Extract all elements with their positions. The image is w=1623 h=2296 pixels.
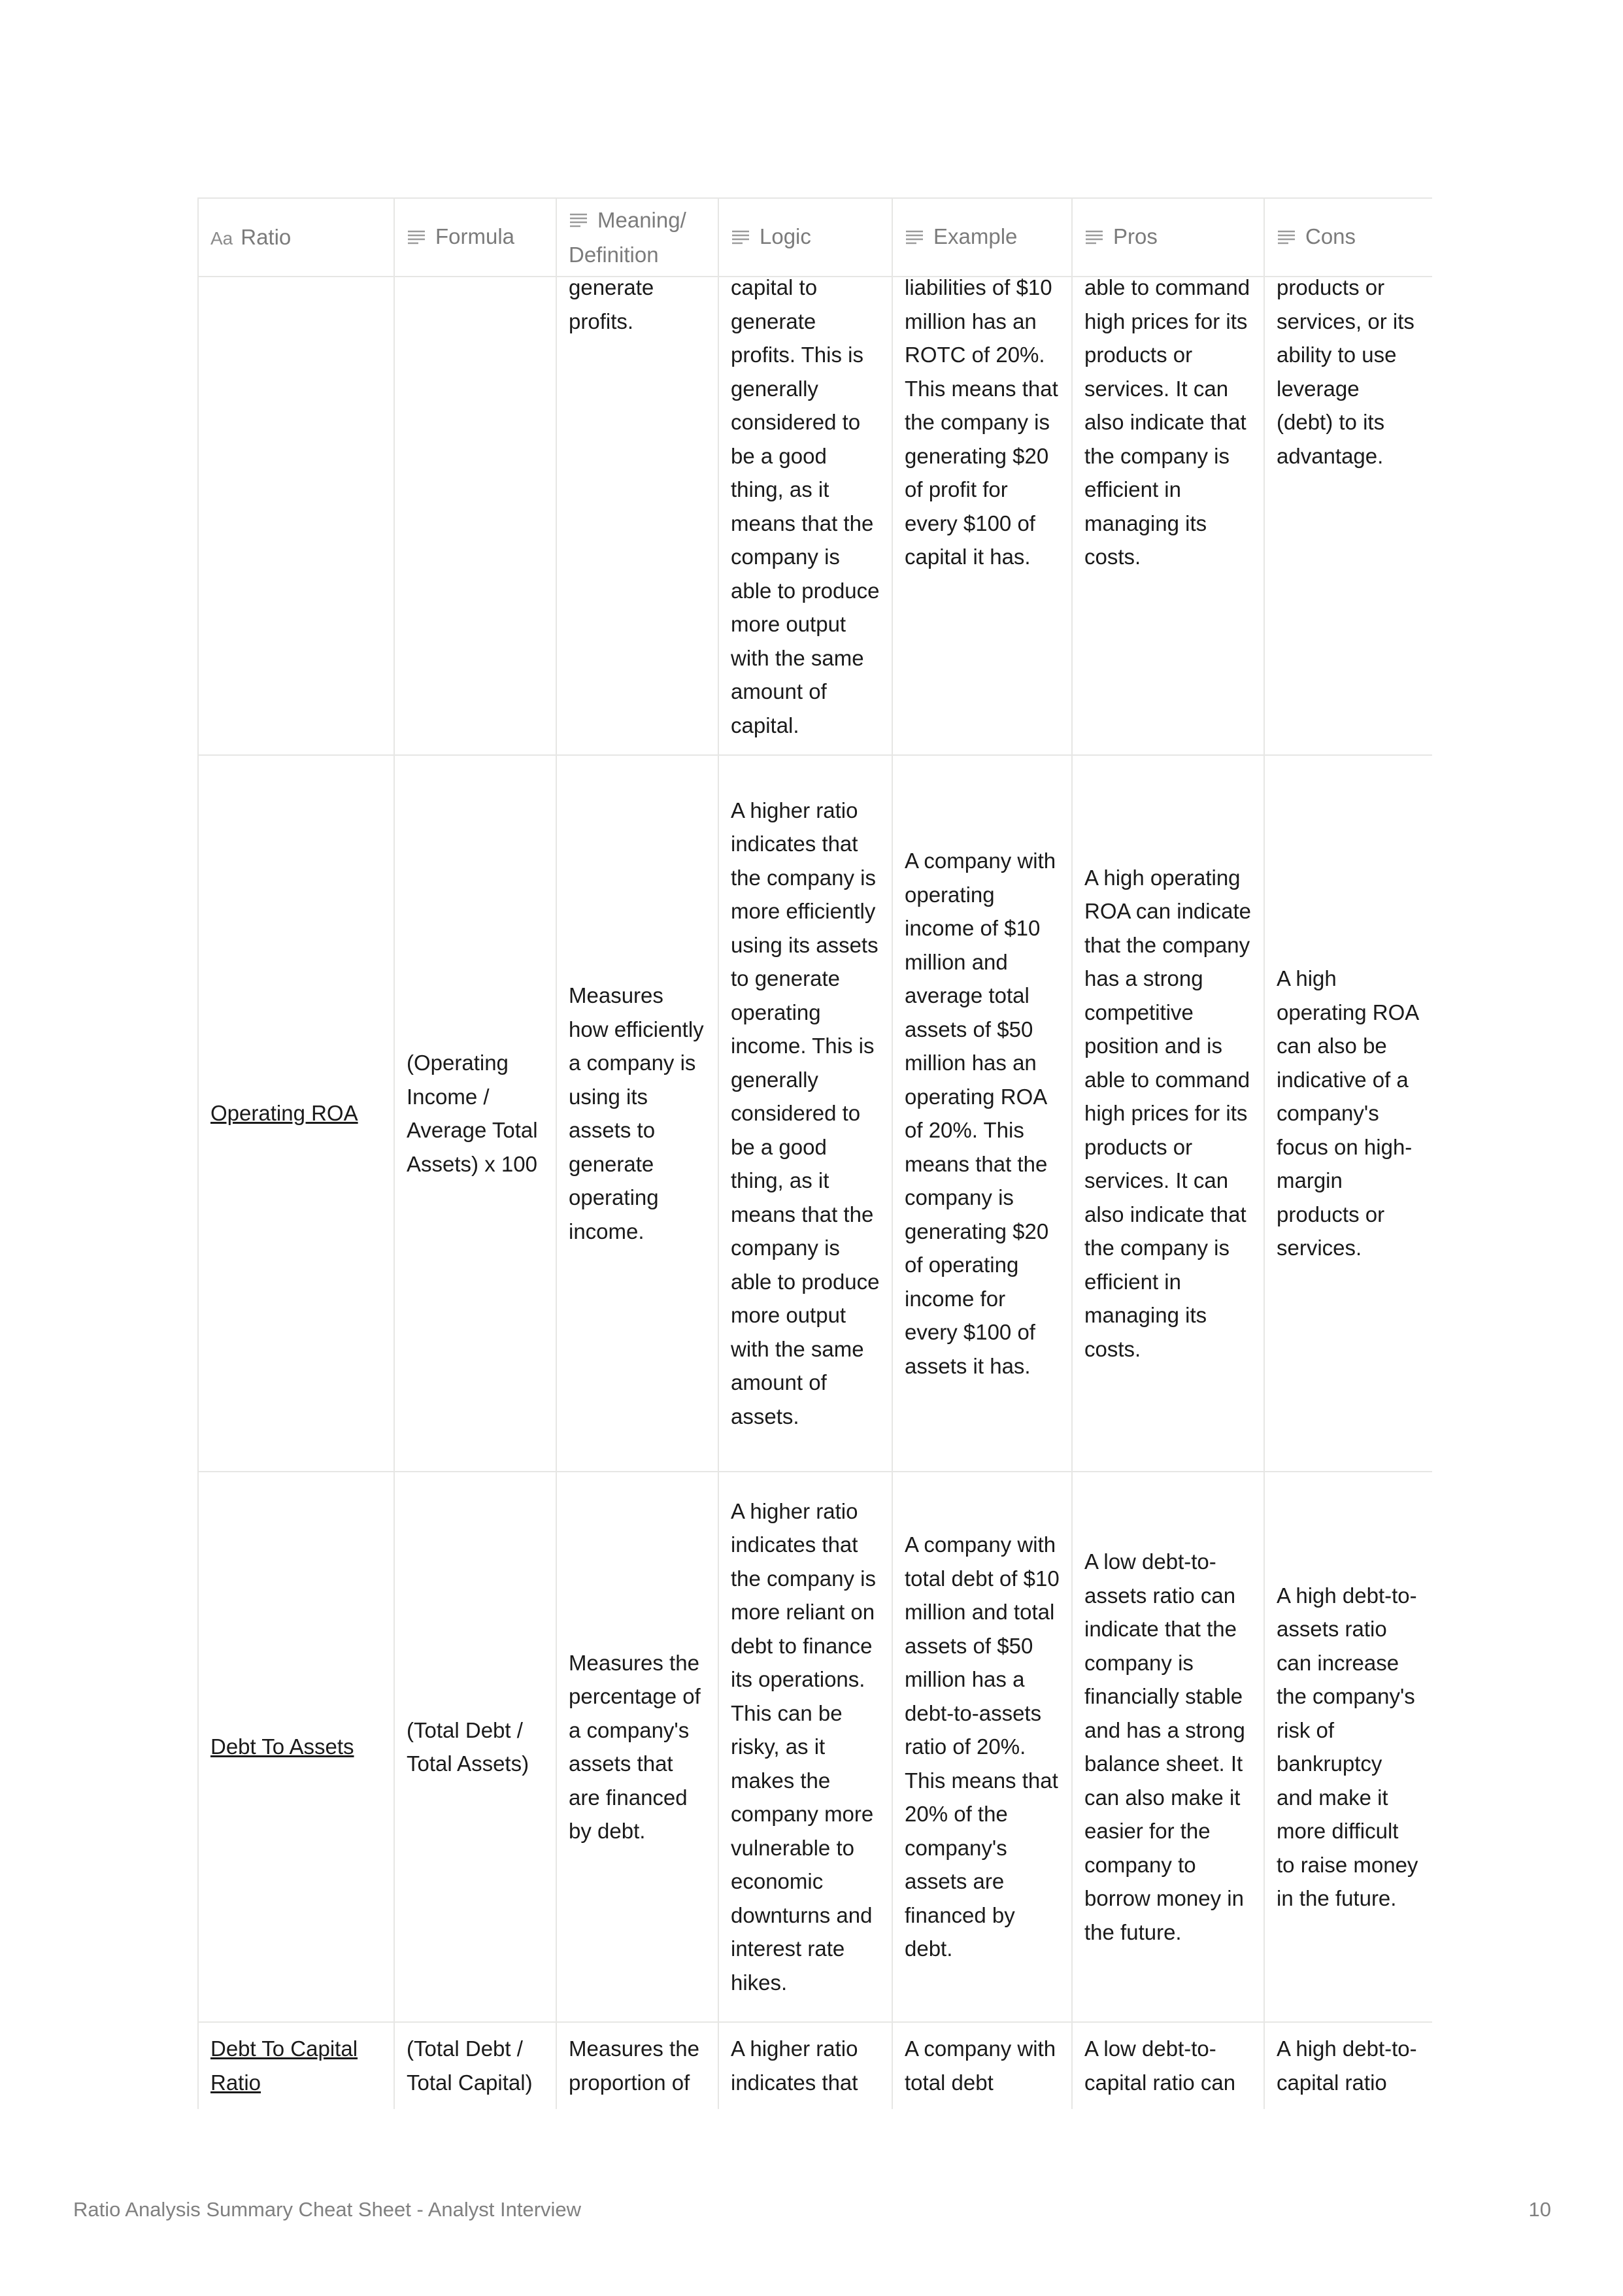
meaning-text: Measures how efficiently a company is using its assets to generate operating income.: [569, 983, 704, 1243]
cons-text: A high operating ROA can also be indicative of a company's focus on high-margin products or services.: [1277, 966, 1418, 1260]
cell-example: [892, 755, 1072, 1472]
cell-cons: [1264, 1472, 1432, 2022]
ratio-link-debt-to-capital[interactable]: Debt To Capital Ratio: [210, 2036, 358, 2095]
ratio-table: [197, 197, 1432, 2109]
header-cons[interactable]: [1264, 198, 1432, 277]
meaning-text: generate profits.: [569, 275, 654, 333]
example-text: A company with total debt: [905, 2036, 1056, 2095]
cell-meaning: [556, 1472, 718, 2022]
ratio-table-container: [197, 197, 1432, 2109]
meaning-text: Measures the proportion of: [569, 2036, 699, 2095]
header-logic[interactable]: [718, 198, 892, 277]
pros-text: A low debt-to-capital ratio can: [1084, 2036, 1236, 2095]
cell-logic: [718, 755, 892, 1472]
cons-text: A high debt-to-assets ratio can increase the company's risk of bankruptcy and make it more difficult to raise money in the future.: [1277, 1583, 1418, 1910]
logic-text: A higher ratio indicates that the company is more reliant on debt to finance its operations. This can be risky, as it makes the company more vulnerable to economic downturns and interest rate hikes.: [731, 1498, 876, 1995]
footer-title: Ratio Analysis Summary Cheat Sheet - Analyst Interview: [73, 2198, 582, 2221]
page-number: 10: [1528, 2198, 1551, 2221]
header-example[interactable]: [892, 198, 1072, 277]
cell-formula: [394, 755, 556, 1472]
header-pros-label: Pros: [1113, 224, 1158, 249]
cell-pros: [1072, 277, 1264, 755]
cell-formula: [394, 277, 556, 755]
ratio-link-debt-to-assets[interactable]: Debt To Assets: [210, 1734, 354, 1759]
header-pros[interactable]: [1072, 198, 1264, 277]
cell-pros: [1072, 755, 1264, 1472]
text-property-icon: [569, 205, 588, 238]
header-ratio[interactable]: [198, 198, 394, 277]
cell-cons: [1264, 2022, 1432, 2109]
cell-formula: [394, 2022, 556, 2109]
logic-text: A higher ratio indicates that the company is more efficiently using its assets to generate operating income. This is generally considered to be a good thing, as it means that the company is able to produce more output with the same amount of assets.: [731, 798, 880, 1428]
pros-text: able to command high prices for its products or services. It can also indicate that the company is efficient in managing its costs.: [1084, 275, 1250, 569]
header-meaning-label: Meaning/ Definition: [569, 207, 686, 267]
cell-ratio: [198, 755, 394, 1472]
cell-ratio: [198, 277, 394, 755]
table-row-debt-to-assets: [198, 1472, 1432, 2022]
table-header-row: [198, 198, 1432, 277]
text-property-icon: [905, 222, 924, 255]
logic-text: A higher ratio indicates that: [731, 2036, 858, 2095]
cons-text: A high debt-to-capital ratio: [1277, 2036, 1417, 2095]
header-formula-label: Formula: [435, 224, 515, 249]
header-formula[interactable]: [394, 198, 556, 277]
table-row-continued: [198, 277, 1432, 755]
header-ratio-label: Ratio: [241, 224, 292, 249]
cell-example: [892, 1472, 1072, 2022]
text-property-icon: [731, 222, 750, 255]
text-property-icon: [1084, 222, 1104, 255]
cell-ratio: [198, 2022, 394, 2109]
cell-meaning: [556, 755, 718, 1472]
cons-text: products or services, or its ability to use leverage (debt) to its advantage.: [1277, 275, 1414, 468]
ratio-link-operating-roa[interactable]: Operating ROA: [210, 1101, 358, 1126]
cell-meaning: [556, 2022, 718, 2109]
pros-text: A low debt-to-assets ratio can indicate that the company is financially stable and has a strong balance sheet. It can also make it easier for the company to borrow money in the future.: [1084, 1549, 1245, 1944]
text-property-icon: [1277, 222, 1296, 255]
cell-pros: [1072, 1472, 1264, 2022]
pros-text: A high operating ROA can indicate that the company has a strong competitive position and is able to command high prices for its products or services. It can also indicate that the company is efficient in managing its costs.: [1084, 865, 1251, 1361]
title-property-icon: Aa: [210, 228, 233, 248]
example-text: A company with operating income of $10 million and average total assets of $50 million has an operating ROA of 20%. This means that the company is generating $20 of operating income for every $100 of assets it has.: [905, 849, 1056, 1378]
cell-cons: [1264, 755, 1432, 1472]
table-row-operating-roa: [198, 755, 1432, 1472]
cell-logic: [718, 2022, 892, 2109]
formula-text: (Total Debt / Total Capital): [407, 2036, 533, 2095]
cell-example: [892, 277, 1072, 755]
header-meaning[interactable]: [556, 198, 718, 277]
cell-logic: [718, 1472, 892, 2022]
cell-meaning: [556, 277, 718, 755]
meaning-text: Measures the percentage of a company's assets that are financed by debt.: [569, 1650, 701, 1843]
formula-text: (Operating Income / Average Total Assets) x 100: [407, 1051, 538, 1176]
logic-text: capital to generate profits. This is generally considered to be a good thing, as it means that the company is able to produce more output with the same amount of capital.: [731, 275, 880, 737]
cell-pros: [1072, 2022, 1264, 2109]
cell-cons: [1264, 277, 1432, 755]
example-text: A company with total debt of $10 million and total assets of $50 million has a debt-to-assets ratio of 20%. This means that 20% of the company's assets are financed by debt.: [905, 1532, 1060, 1961]
header-logic-label: Logic: [760, 224, 811, 249]
example-text: liabilities of $10 million has an ROTC of 20%. This means that the company is generating $20 of profit for every $100 of capital it has.: [905, 275, 1058, 569]
cell-formula: [394, 1472, 556, 2022]
table-row-debt-to-capital: [198, 2022, 1432, 2109]
formula-text: (Total Debt / Total Assets): [407, 1717, 529, 1776]
cell-ratio: [198, 1472, 394, 2022]
cell-example: [892, 2022, 1072, 2109]
header-cons-label: Cons: [1305, 224, 1356, 249]
text-property-icon: [407, 222, 426, 255]
cell-logic: [718, 277, 892, 755]
header-example-label: Example: [933, 224, 1018, 249]
